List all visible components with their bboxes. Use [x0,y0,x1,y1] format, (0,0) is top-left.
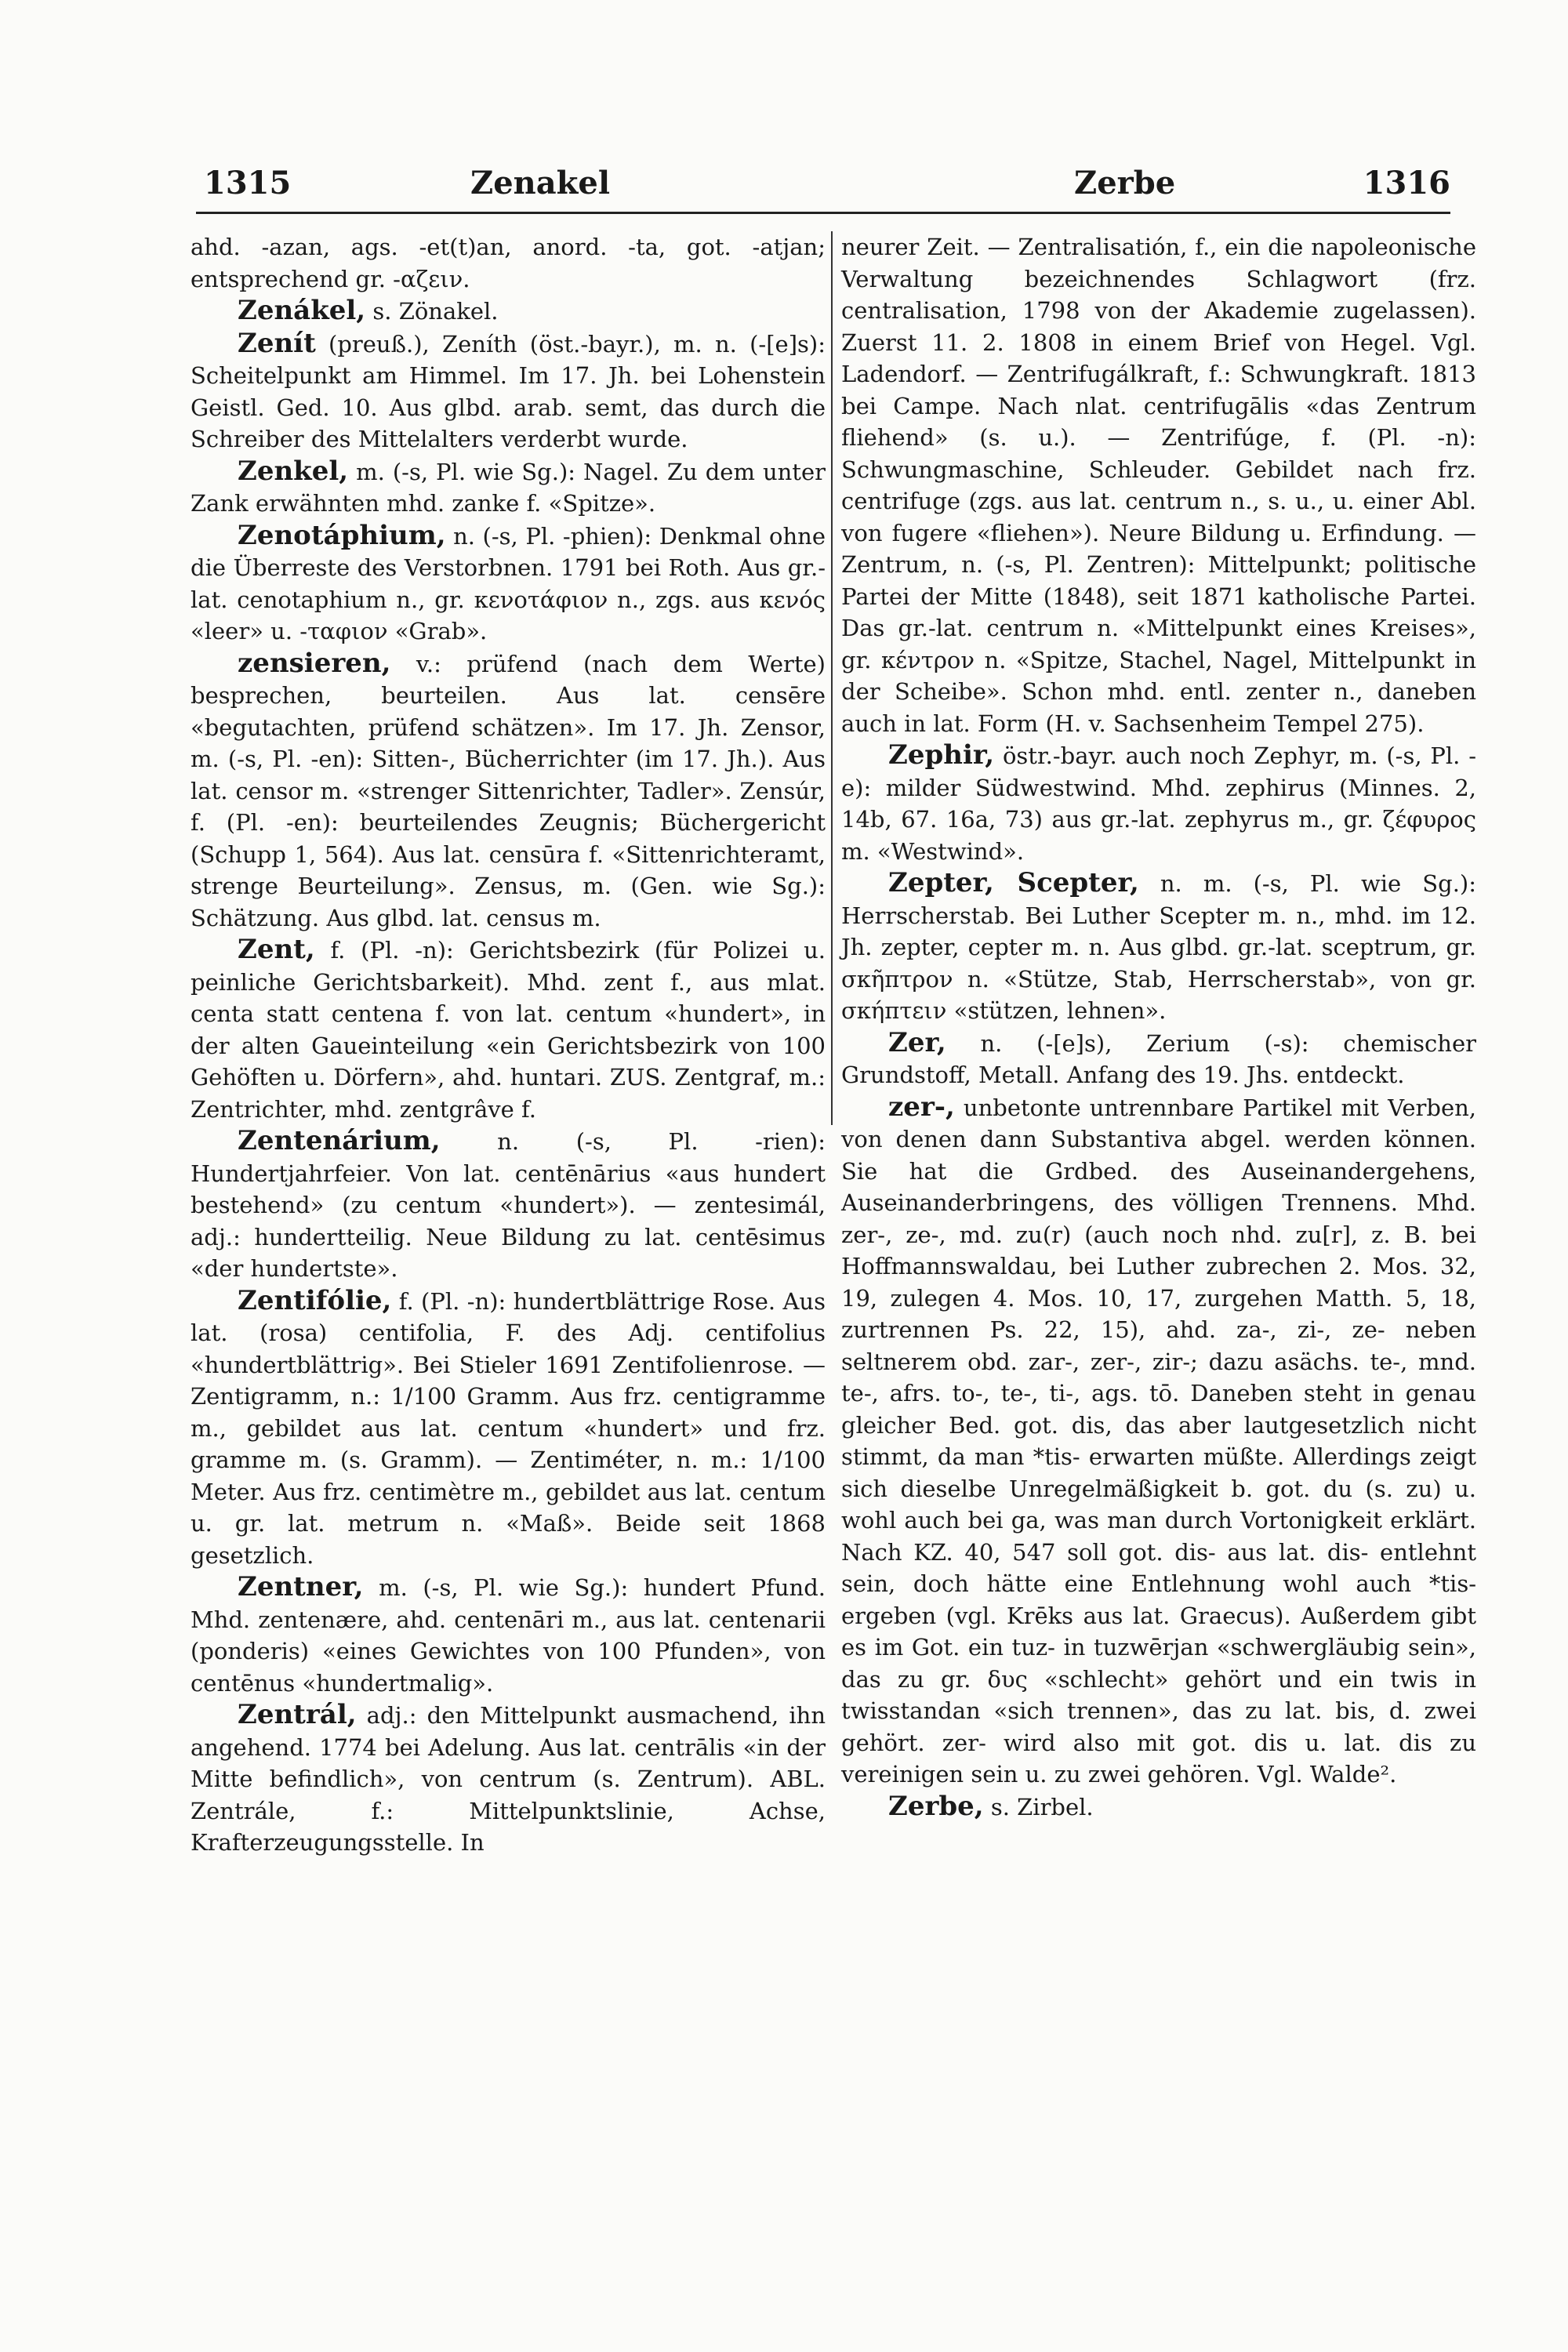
running-headword-left: Zenakel [470,165,611,201]
dictionary-entry [841,1091,1476,1791]
entry-text: s. Zönakel. [365,298,499,325]
entry-text: f. (Pl. -n): Gerichtsbezirk (für Polizei u. peinliche Gerichtsbarkeit). Mhd. zent f., aus mlat. centa statt centena f. von lat. centum «hundert», in der alten Gaueinteilung «ein Gerichtsbezirk von 100 Gehöften u. Dörfern», ahd. huntari. ZUS. Zentgraf, m.: Zentrichter, mhd. zentgrâve f. [191,937,826,1123]
dictionary-entry [191,295,826,328]
header-rule [196,212,1450,214]
entry-text: m. (-s, Pl. wie Sg.): Nagel. Zu dem unter Zank erwähnten mhd. zanke f. «Spitze». [191,458,826,517]
left-column [191,231,826,1856]
dictionary-entry [191,1125,826,1285]
dictionary-entry [191,648,826,935]
entry-text: adj.: den Mittelpunkt ausmachend, ihn angehend. 1774 bei Adelung. Aus lat. centrālis «in der Mitte befindlich», von centrum (s. Zentrum). ABL. Zentrále, f.: Mittelpunktslinie, Achse, Krafterzeugungsstelle. In [191,1702,826,1856]
entry-headword: zer-, [888,1091,955,1123]
dictionary-entry [841,739,1476,867]
entry-text: n. m. (-s, Pl. wie Sg.): Herrscherstab. Bei Luther Scepter m. n., mhd. im 12. Jh. zepter, cepter m. n. Aus glbd. gr.-lat. sceptrum, gr. σκῆπτρον n. «Stütze, Stab, Herrscherstab», von gr. σκήπτειν «stützen, lehnen». [841,870,1476,1024]
dictionary-entry [841,867,1476,1027]
entry-headword: zensieren, [238,647,391,679]
page-number-right: 1316 [1363,165,1450,201]
entry-headword: Zent, [238,934,315,965]
entry-text: s. Zirbel. [983,1793,1094,1820]
entry-text: östr.-bayr. auch noch Zephyr, m. (-s, Pl. -e): milder Südwestwind. Mhd. zephirus (Minnes. 2, 14b, 67. 16a, 73) aus gr.-lat. zephyrus m., gr. ζέφυρος m. «Westwind». [841,742,1476,865]
page-number-left: 1315 [204,165,292,201]
entry-text: m. (-s, Pl. wie Sg.): hundert Pfund. Mhd. zentenære, ahd. centenāri m., aus lat. centenarii (ponderis) «eines Gewichtes von 100 Pfunden», von centēnus «hundertmalig». [191,1574,826,1697]
entry-text: n. (-[e]s), Zerium (-s): chemischer Grundstoff, Metall. Anfang des 19. Jhs. entdeckt. [841,1029,1476,1088]
entry-headword: Zentrál, [238,1699,357,1730]
column-divider [831,231,833,1125]
dictionary-entry [841,231,1476,739]
entry-headword: Zer, [888,1026,946,1058]
dictionary-entry [191,456,826,520]
entry-text: neurer Zeit. — Zentralisatión, f., ein die napoleonische Verwaltung bezeichnendes Schlagwort (frz. centralisation, 1798 von der Akademie zugelassen). Zuerst 11. 2. 1808 in einem Brief von Hegel. Vgl. Ladendorf. — Zentrifugálkraft, f.: Schwungkraft. 1813 bei Campe. Nach nlat. centrifugālis «das Zentrum fliehend» (s. u.). — Zentrifúge, f. (Pl. -n): Schwungmaschine, Schleuder. Gebildet nach frz. centrifuge (zgs. aus lat. centrum n., s. u., u. einer Abl. von fugere «fliehen»). Neure Bildung u. Erfindung. — Zentrum, n. (-s, Pl. Zentren): Mittelpunkt; politische Partei der Mitte (1848), seit 1871 katholische Partei. Das gr.-lat. centrum n. «Mittelpunkt eines Kreises», gr. κέντρον n. «Spitze, Stachel, Nagel, Mittelpunkt in der Scheibe». Schon mhd. entl. zenter n., daneben auch in lat. Form (H. v. Sachsenheim Tempel 275). [841,234,1476,737]
entry-text: (preuß.), Zeníth (öst.-bayr.), m. n. (-[e]s): Scheitelpunkt am Himmel. Im 17. Jh. bei Lohenstein Geistl. Ged. 10. Aus glbd. arab. semt, das durch die Schreiber des Mittelalters verderbt wurde. [191,330,826,452]
dictionary-entry [191,1699,826,1859]
dictionary-entry [191,1285,826,1572]
entry-text: n. (-s, Pl. -rien): Hundertjahrfeier. Von lat. centēnārius «aus hundert bestehend» (zu centum «hundert»). — zentesimál, adj.: hundertteilig. Neue Bildung zu lat. centēsimus «der hundertste». [191,1128,826,1282]
dictionary-entry [191,934,826,1125]
entry-headword: Zentifólie, [238,1284,392,1316]
dictionary-entry [841,1027,1476,1091]
entry-text: unbetonte untrennbare Partikel mit Verben, von denen dann Substantiva abgel. werden können. Sie hat die Grdbed. des Auseinandergehens, Auseinanderbringens, des völligen Trennens. Mhd. zer-, ze-, md. zu(r) (auch noch nhd. zu[r], z. B. bei Hoffmannswaldau, bei Luther zubrechen 2. Mos. 32, 19, zulegen 4. Mos. 10, 17, zurgehen Matth. 5, 18, zurtrennen Ps. 22, 15), ahd. za-, zi-, ze- neben seltnerem obd. zar-, zer-, zir-; dazu asächs. te-, mnd. te-, afrs. to-, te-, ti-, ags. tō. Daneben steht in genau gleicher Bed. got. dis, das aber lautgesetzlich nicht stimmt, da man *tis- erwarten müßte. Allerdings zeigt sich dieselbe Unregelmäßigkeit b. got. du (s. zu) u. wohl auch bei ga, was man durch Vortonigkeit erklärt. Nach KZ. 40, 547 soll got. dis- aus lat. dis- entlehnt sein, doch hätte eine Entlehnung wohl auch *tis- ergeben (vgl. Krēks aus lat. Graecus). Außerdem gibt es im Got. ein tuz- in tuzwērjan «schwergläubig sein», das zu gr. δυς «schlecht» gehört und ein twis in twisstandan «sich trennen», das zu lat. bis, d. zwei gehört. zer- wird also mit got. dis u. lat. dis zu vereinigen sein u. zu zwei gehören. Vgl. Walde². [841,1094,1476,1788]
entry-headword: Zentenárium, [238,1125,441,1156]
entry-headword: Zenít [238,327,316,359]
entry-text: v.: prüfend (nach dem Werte) besprechen, beurteilen. Aus lat. censēre «begutachten, prüfend schätzen». Im 17. Jh. Zensor, m. (-s, Pl. -en): Sitten-, Bücherrichter (im 17. Jh.). Aus lat. censor m. «strenger Sittenrichter, Tadler». Zensúr, f. (Pl. -en): beurteilendes Zeugnis; Büchergericht (Schupp 1, 564). Aus lat. censūra f. «Sittenrichteramt, strenge Beurteilung». Zensus, m. (Gen. wie Sg.): Schätzung. Aus glbd. lat. census m. [191,650,826,931]
entry-text: f. (Pl. -n): hundertblättrige Rose. Aus lat. (rosa) centifolia, F. des Adj. centifolius «hundertblättrig». Bei Stieler 1691 Zentifolienrose. — Zentigramm, n.: 1/100 Gramm. Aus frz. centigramme m., gebildet aus lat. centum «hundert» und frz. gramme m. (s. Gramm). — Zentiméter, n. m.: 1/100 Meter. Aus frz. centimètre m., gebildet aus lat. centum u. gr. lat. metrum n. «Maß». Beide seit 1868 gesetzlich. [191,1287,826,1569]
entry-text: n. (-s, Pl. -phien): Denkmal ohne die Überreste des Verstorbnen. 1791 bei Roth. Aus gr.-lat. cenotaphium n., gr. κενοτάφιον n., zgs. aus κενός «leer» u. -ταφιον «Grab». [191,522,826,644]
dictionary-entry [841,1791,1476,1824]
entry-headword: Zenkel, [238,455,349,487]
entry-headword: Zepter, Scepter, [888,867,1139,898]
running-headword-right: Zerbe [1074,165,1176,201]
entry-headword: Zephir, [888,739,995,771]
running-head [180,165,1450,212]
right-column [841,231,1476,1822]
dictionary-entry [191,1571,826,1699]
entry-headword: Zenotáphium, [238,519,446,551]
dictionary-entry [191,231,826,295]
dictionary-entry [191,520,826,648]
entry-text: ahd. -azan, ags. -et(t)an, anord. -ta, got. -atjan; entsprechend gr. -αζειν. [191,234,826,292]
entry-headword: Zentner, [238,1571,364,1602]
entry-headword: Zenákel, [238,295,366,326]
entry-headword: Zerbe, [888,1790,984,1822]
dictionary-entry [191,328,826,456]
